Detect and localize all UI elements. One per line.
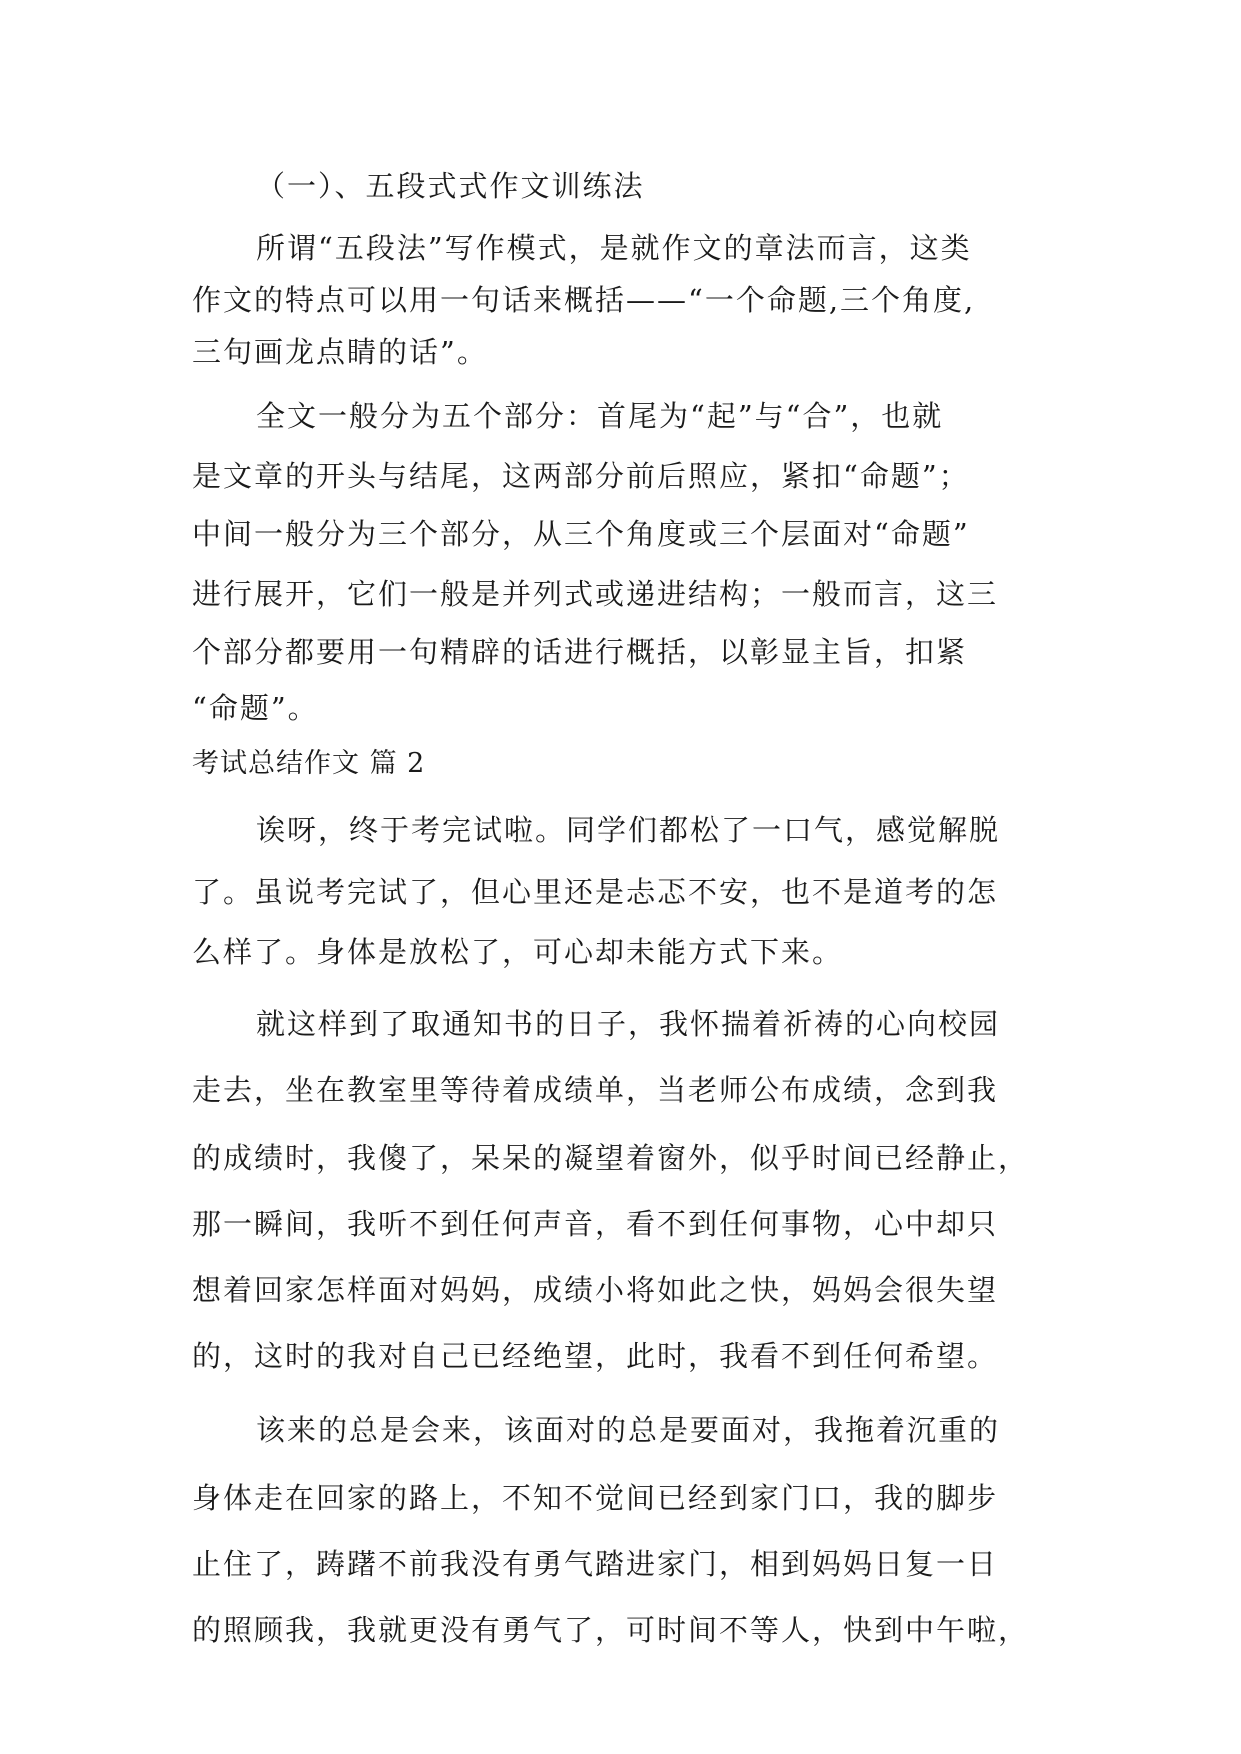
- paragraph-line: 三句画龙点睛的话”。: [192, 335, 488, 369]
- paragraph-line: 了。虽说考完试了，但心里还是忐忑不安，也不是道考的怎: [192, 875, 999, 909]
- section-heading: （一）、五段式式作文训练法: [256, 169, 645, 203]
- paragraph-line: 该来的总是会来，该面对的总是要面对，我拖着沉重的: [256, 1413, 1001, 1447]
- paragraph-line: 全文一般分为五个部分：首尾为“起”与“合”，也就: [256, 399, 944, 433]
- paragraph-line: “命题”。: [192, 691, 319, 725]
- paragraph-line: 么样了。身体是放松了，可心却未能方式下来。: [192, 935, 844, 969]
- paragraph-line: 是文章的开头与结尾，这两部分前后照应，紧扣“命题”；: [192, 459, 970, 493]
- paragraph-line: 个部分都要用一句精辟的话进行概括，以彰显主旨，扣紧: [192, 635, 968, 669]
- paragraph-line: 的，这时的我对自己已经绝望，此时，我看不到任何希望。: [192, 1339, 999, 1373]
- paragraph-line: 的成绩时，我傻了，呆呆的凝望着窗外，似乎时间已经静止，: [192, 1141, 1030, 1175]
- article-title: 考试总结作文 篇 2: [192, 748, 426, 779]
- paragraph-line: 身体走在回家的路上，不知不觉间已经到家门口，我的脚步: [192, 1481, 999, 1515]
- paragraph-line: 中间一般分为三个部分，从三个角度或三个层面对“命题”: [192, 517, 970, 551]
- paragraph-line: 进行展开，它们一般是并列式或递进结构；一般而言，这三: [192, 577, 999, 611]
- paragraph-line: 所谓“五段法”写作模式，是就作文的章法而言，这类: [256, 231, 972, 265]
- paragraph-line: 走去，坐在教室里等待着成绩单，当老师公布成绩，念到我: [192, 1073, 999, 1107]
- paragraph-line: 就这样到了取通知书的日子，我怀揣着祈祷的心向校园: [256, 1007, 1001, 1041]
- paragraph-line: 那一瞬间，我听不到任何声音，看不到任何事物，心中却只: [192, 1207, 999, 1241]
- paragraph-line: 想着回家怎样面对妈妈，成绩小将如此之快，妈妈会很失望: [192, 1273, 999, 1307]
- paragraph-line: 的照顾我，我就更没有勇气了，可时间不等人，快到中午啦，: [192, 1613, 1030, 1647]
- paragraph-line: 作文的特点可以用一句话来概括——“一个命题,三个角度,: [192, 283, 976, 317]
- paragraph-line: 诶呀，终于考完试啦。同学们都松了一口气，感觉解脱: [256, 813, 1001, 847]
- paragraph-line: 止住了，踌躇不前我没有勇气踏进家门，相到妈妈日复一日: [192, 1547, 999, 1581]
